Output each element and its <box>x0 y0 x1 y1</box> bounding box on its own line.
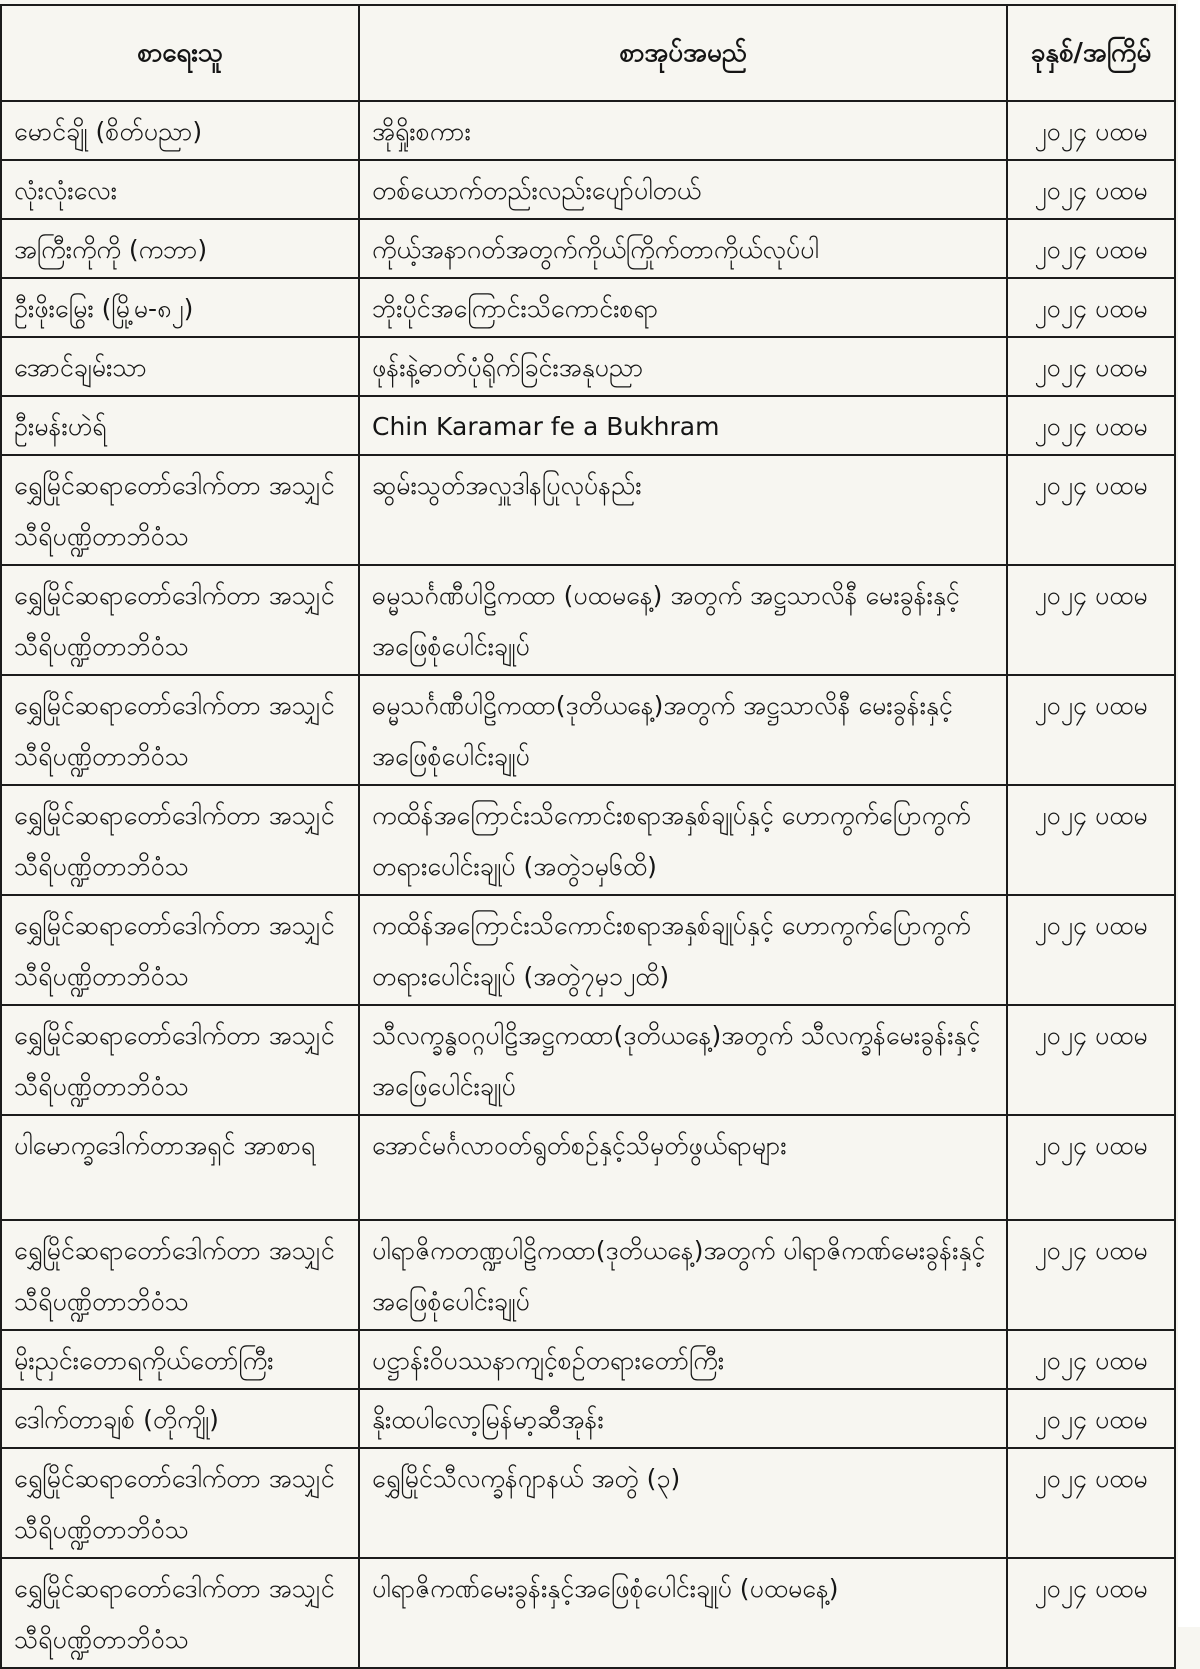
author-cell: ဦးမန်းဟဲရ် <box>1 396 359 455</box>
table-row <box>1 337 1175 396</box>
title-cell: ပဋ္ဌာန်းဝိပဿနာကျင့်စဉ်တရားတော်ကြီး <box>359 1330 1007 1389</box>
edition-cell: ၂၀၂၄ ပထမ <box>1007 219 1175 278</box>
author-cell: ရွှေမြိုင်ဆရာတော်ဒေါက်တာ အသျှင်သီရိပဏ္ဍိတာဘိဝံသ <box>1 675 359 785</box>
table-row <box>1 160 1175 219</box>
title-cell: ပါရာဇိကဏ်မေးခွန်းနှင့်အဖြေစုံပေါင်းချုပ် (ပထမနေ့) <box>359 1558 1007 1668</box>
edition-cell: ၂၀၂၄ ပထမ <box>1007 785 1175 895</box>
edition-cell: ၂၀၂၄ ပထမ <box>1007 396 1175 455</box>
table-row <box>1 1389 1175 1448</box>
table-row <box>1 101 1175 160</box>
edition-cell: ၂၀၂၄ ပထမ <box>1007 101 1175 160</box>
edition-cell: ၂၀၂၄ ပထမ <box>1007 1558 1175 1668</box>
author-cell: ရွှေမြိုင်ဆရာတော်ဒေါက်တာ အသျှင်သီရိပဏ္ဍိတာဘိဝံသ <box>1 785 359 895</box>
author-cell: ရွှေမြိုင်ဆရာတော်ဒေါက်တာ အသျှင်သီရိပဏ္ဍိတာဘိဝံသ <box>1 1448 359 1558</box>
edition-cell: ၂၀၂၄ ပထမ <box>1007 565 1175 675</box>
edition-cell: ၂၀၂၄ ပထမ <box>1007 675 1175 785</box>
table-row <box>1 785 1175 895</box>
header-title: စာအုပ်အမည် <box>359 5 1007 101</box>
title-cell: အိုရှိုးစကား <box>359 101 1007 160</box>
edition-cell: ၂၀၂၄ ပထမ <box>1007 278 1175 337</box>
table-row <box>1 1005 1175 1115</box>
edition-cell: ၂၀၂၄ ပထမ <box>1007 1448 1175 1558</box>
table-row <box>1 396 1175 455</box>
title-cell: Chin Karamar fe a Bukhram <box>359 396 1007 455</box>
title-cell: နိုးထပါလော့မြန်မာ့ဆီအုန်း <box>359 1389 1007 1448</box>
author-cell: ရွှေမြိုင်ဆရာတော်ဒေါက်တာ အသျှင်သီရိပဏ္ဍိတာဘိဝံသ <box>1 455 359 565</box>
title-cell: သီလက္ခန္ဓဝဂ္ဂပါဠိအဋ္ဌကထာ(ဒုတိယနေ့)အတွက် သီလက္ခန်မေးခွန်းနှင့်အဖြေပေါင်းချုပ် <box>359 1005 1007 1115</box>
edition-cell: ၂၀၂၄ ပထမ <box>1007 895 1175 1005</box>
title-cell: ဖုန်းနဲ့ဓာတ်ပုံရိုက်ခြင်းအနုပညာ <box>359 337 1007 396</box>
author-cell: အကြီးကိုကို (ကဘာ) <box>1 219 359 278</box>
edition-cell: ၂၀၂၄ ပထမ <box>1007 1389 1175 1448</box>
title-cell: အောင်မင်္ဂလာဝတ်ရွတ်စဉ်နှင့်သိမှတ်ဖွယ်ရာများ <box>359 1115 1007 1220</box>
table-row <box>1 219 1175 278</box>
author-cell: ရွှေမြိုင်ဆရာတော်ဒေါက်တာ အသျှင်သီရိပဏ္ဍိတာဘိဝံသ <box>1 1558 359 1668</box>
table-row <box>1 565 1175 675</box>
table-row <box>1 1220 1175 1330</box>
header-edition: ခုနှစ်/အကြိမ် <box>1007 5 1175 101</box>
book-list-table <box>0 4 1176 1669</box>
edition-cell: ၂၀၂၄ ပထမ <box>1007 160 1175 219</box>
table-row <box>1 895 1175 1005</box>
edition-cell: ၂၀၂၄ ပထမ <box>1007 1115 1175 1220</box>
title-cell: ကထိန်အကြောင်းသိကောင်းစရာအနှစ်ချုပ်နှင့် ဟောကွက်ပြောကွက်တရားပေါင်းချုပ် (အတွဲ၁မှ၆ထိ) <box>359 785 1007 895</box>
edition-cell: ၂၀၂၄ ပထမ <box>1007 455 1175 565</box>
author-cell: လုံးလုံးလေး <box>1 160 359 219</box>
author-cell: ရွှေမြိုင်ဆရာတော်ဒေါက်တာ အသျှင်သီရိပဏ္ဍိတာဘိဝံသ <box>1 895 359 1005</box>
page-edge <box>1178 0 1200 1627</box>
author-cell: ရွှေမြိုင်ဆရာတော်ဒေါက်တာ အသျှင်သီရိပဏ္ဍိတာဘိဝံသ <box>1 565 359 675</box>
author-cell: မိုးညှင်းတောရကိုယ်တော်ကြီး <box>1 1330 359 1389</box>
title-cell: ဓမ္မသင်္ဂဏီပါဠိကထာ(ဒုတိယနေ့)အတွက် အဋ္ဌသာလိနီ မေးခွန်းနှင့် အဖြေစုံပေါင်းချုပ် <box>359 675 1007 785</box>
table-row <box>1 1448 1175 1558</box>
table-row <box>1 278 1175 337</box>
title-cell: တစ်ယောက်တည်းလည်းပျော်ပါတယ် <box>359 160 1007 219</box>
author-cell: ပါမောက္ခဒေါက်တာအရှင် အာစာရ <box>1 1115 359 1220</box>
header-author: စာရေးသူ <box>1 5 359 101</box>
author-cell: ရွှေမြိုင်ဆရာတော်ဒေါက်တာ အသျှင်သီရိပဏ္ဍိတာဘိဝံသ <box>1 1005 359 1115</box>
author-cell: အောင်ချမ်းသာ <box>1 337 359 396</box>
author-cell: ဒေါက်တာချစ် (တိုကျို) <box>1 1389 359 1448</box>
title-cell: ဓမ္မသင်္ဂဏီပါဠိကထာ (ပထမနေ့) အတွက် အဋ္ဌသာလိနီ မေးခွန်းနှင့် အဖြေစုံပေါင်းချုပ် <box>359 565 1007 675</box>
header-row <box>1 5 1175 101</box>
title-cell: ကိုယ့်အနာဂတ်အတွက်ကိုယ်ကြိုက်တာကိုယ်လုပ်ပါ <box>359 219 1007 278</box>
table-row <box>1 1115 1175 1220</box>
title-cell: ကထိန်အကြောင်းသိကောင်းစရာအနှစ်ချုပ်နှင့် ဟောကွက်ပြောကွက်တရားပေါင်းချုပ် (အတွဲ၇မှ၁၂ထိ) <box>359 895 1007 1005</box>
title-cell: ပါရာဇိကတဏ္ဍပါဠိကထာ(ဒုတိယနေ့)အတွက် ပါရာဇိကဏ်မေးခွန်းနှင့်အဖြေစုံပေါင်းချုပ် <box>359 1220 1007 1330</box>
edition-cell: ၂၀၂၄ ပထမ <box>1007 1330 1175 1389</box>
author-cell: မောင်ချို (စိတ်ပညာ) <box>1 101 359 160</box>
table-row <box>1 1330 1175 1389</box>
edition-cell: ၂၀၂၄ ပထမ <box>1007 1005 1175 1115</box>
edition-cell: ၂၀၂၄ ပထမ <box>1007 337 1175 396</box>
author-cell: ရွှေမြိုင်ဆရာတော်ဒေါက်တာ အသျှင်သီရိပဏ္ဍိတာဘိဝံသ <box>1 1220 359 1330</box>
table-row <box>1 1558 1175 1668</box>
table-row <box>1 455 1175 565</box>
title-cell: ဆွမ်းသွတ်အလှူဒါနပြုလုပ်နည်း <box>359 455 1007 565</box>
edition-cell: ၂၀၂၄ ပထမ <box>1007 1220 1175 1330</box>
title-cell: ဘိုးပိုင်အကြောင်းသိကောင်းစရာ <box>359 278 1007 337</box>
table-row <box>1 675 1175 785</box>
author-cell: ဦးဖိုးမြွေး (မြို့မ-၈၂) <box>1 278 359 337</box>
title-cell: ရွှေမြိုင်သီလက္ခန်ဂျာနယ် အတွဲ (၃) <box>359 1448 1007 1558</box>
